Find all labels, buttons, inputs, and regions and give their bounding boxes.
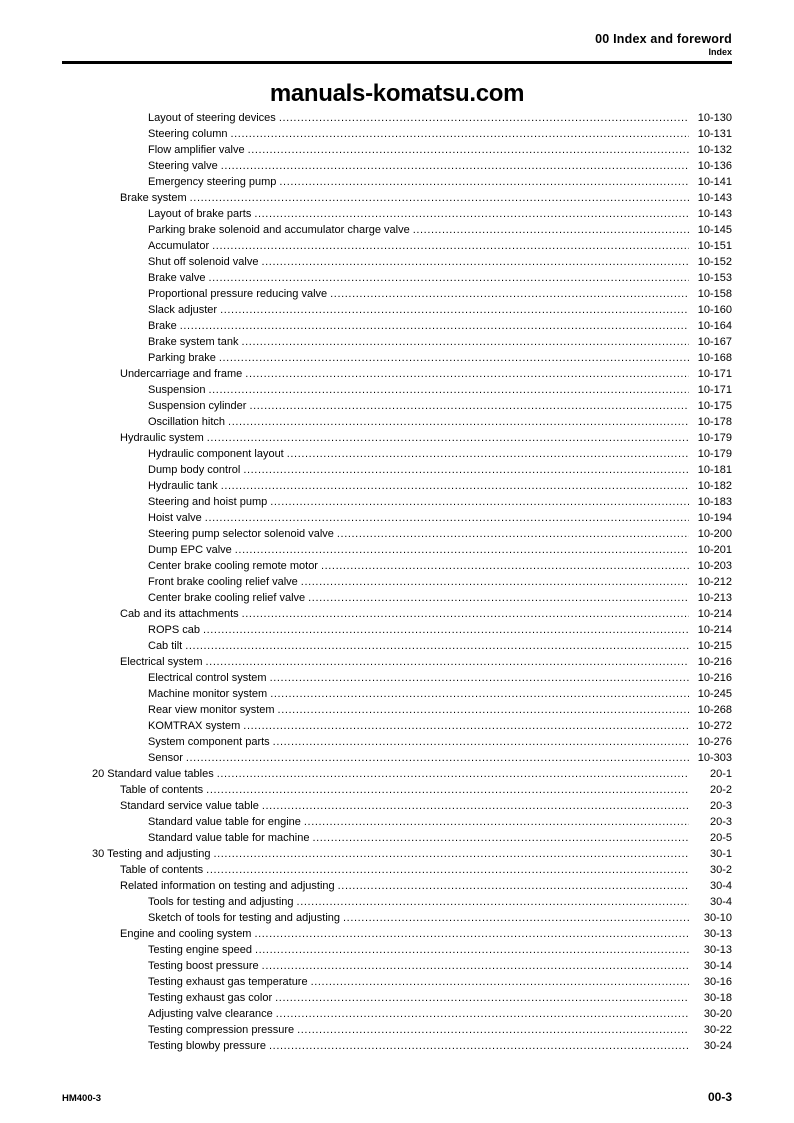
header-chapter-title: 00 Index and foreword (595, 32, 732, 46)
toc-entry-page: 20-2 (709, 784, 732, 796)
toc-entry[interactable] (62, 110, 732, 126)
toc-leader-dots (231, 129, 690, 142)
toc-entry-label: Adjusting valve clearance (148, 1008, 273, 1020)
toc-leader-dots (255, 945, 689, 958)
toc-entry-page: 30-18 (703, 992, 732, 1004)
toc-entry[interactable] (62, 990, 732, 1006)
toc-leader-dots (311, 977, 689, 990)
header-divider-rule (62, 61, 732, 64)
toc-leader-dots (221, 481, 689, 494)
toc-entry-label: Electrical system (120, 656, 203, 668)
toc-entry[interactable] (62, 590, 732, 606)
toc-leader-dots (273, 737, 689, 750)
toc-leader-dots (269, 1041, 689, 1054)
toc-leader-dots (245, 369, 689, 382)
toc-leader-dots (413, 225, 689, 238)
toc-entry-label: Shut off solenoid valve (148, 256, 259, 268)
toc-leader-dots (301, 577, 689, 590)
toc-entry-label: Table of contents (120, 784, 204, 796)
toc-entry[interactable] (62, 286, 732, 302)
toc-entry[interactable] (62, 142, 732, 158)
toc-leader-dots (338, 881, 689, 894)
toc-entry[interactable] (62, 686, 732, 702)
footer-model-number: HM400-3 (62, 1093, 102, 1104)
toc-entry-page: 10-171 (697, 368, 732, 380)
toc-entry[interactable] (62, 542, 732, 558)
toc-entry-label: Flow amplifier valve (148, 144, 245, 156)
toc-entry-page: 10-160 (697, 304, 732, 316)
toc-entry-label: Cab and its attachments (120, 608, 239, 620)
toc-entry[interactable] (62, 494, 732, 510)
toc-entry-page: 10-268 (697, 704, 732, 716)
toc-leader-dots (308, 593, 689, 606)
toc-entry-page: 10-214 (697, 624, 732, 636)
toc-entry-page: 10-171 (697, 384, 732, 396)
toc-leader-dots (254, 929, 689, 942)
toc-entry-label: 30 Testing and adjusting (92, 848, 211, 860)
toc-entry-page: 30-13 (703, 928, 732, 940)
toc-entry-label: Hoist valve (148, 512, 202, 524)
toc-entry[interactable] (62, 974, 732, 990)
toc-entry[interactable] (62, 174, 732, 190)
toc-entry-label: Testing boost pressure (148, 960, 259, 972)
toc-leader-dots (241, 337, 689, 350)
toc-entry-page: 10-181 (697, 464, 732, 476)
toc-entry-page: 10-183 (697, 496, 732, 508)
toc-entry-label: Testing blowby pressure (148, 1040, 267, 1052)
toc-entry-label: Steering and hoist pump (148, 496, 268, 508)
toc-entry[interactable] (62, 302, 732, 318)
toc-entry-label: Cab tilt (148, 640, 183, 652)
toc-entry-page: 30-13 (703, 944, 732, 956)
site-watermark: manuals-komatsu.com (269, 80, 525, 107)
toc-entry[interactable] (62, 462, 732, 478)
toc-leader-dots (209, 385, 690, 398)
toc-entry[interactable] (62, 718, 732, 734)
toc-entry-page: 30-2 (709, 864, 732, 876)
toc-entry-label: Steering pump selector solenoid valve (148, 528, 334, 540)
toc-entry-label: Layout of steering devices (148, 112, 276, 124)
toc-entry-label: Layout of brake parts (148, 208, 252, 220)
toc-leader-dots (180, 321, 689, 334)
table-of-contents (62, 110, 732, 1054)
toc-entry-label: Electrical control system (148, 672, 267, 684)
toc-entry-label: Engine and cooling system (120, 928, 252, 940)
toc-entry[interactable] (62, 958, 732, 974)
toc-leader-dots (279, 177, 689, 190)
toc-leader-dots (304, 817, 689, 830)
toc-entry-page: 10-276 (697, 736, 732, 748)
toc-entry-label: Rear view monitor system (148, 704, 275, 716)
footer-page-number: 00-3 (707, 1090, 732, 1104)
toc-entry[interactable] (62, 638, 732, 654)
toc-entry[interactable] (62, 366, 732, 382)
toc-entry-page: 10-151 (697, 240, 732, 252)
toc-leader-dots (330, 289, 689, 302)
toc-leader-dots (297, 1025, 689, 1038)
toc-entry-page: 10-182 (697, 480, 732, 492)
toc-entry-page: 10-178 (697, 416, 732, 428)
toc-entry[interactable] (62, 1006, 732, 1022)
toc-entry-label: Parking brake solenoid and accumulator charge valve (148, 224, 410, 236)
toc-entry-page: 10-179 (697, 432, 732, 444)
toc-entry[interactable] (62, 670, 732, 686)
toc-entry[interactable] (62, 318, 732, 334)
toc-entry-label: Undercarriage and frame (120, 368, 243, 380)
toc-entry-label: Hydraulic component layout (148, 448, 284, 460)
toc-leader-dots (270, 689, 689, 702)
toc-entry-label: Accumulator (148, 240, 210, 252)
toc-entry[interactable] (62, 270, 732, 286)
toc-leader-dots (219, 353, 689, 366)
toc-entry-page: 30-24 (703, 1040, 732, 1052)
toc-entry[interactable] (62, 606, 732, 622)
toc-entry-label: Standard value table for engine (148, 816, 301, 828)
toc-entry-page: 30-4 (709, 896, 732, 908)
toc-entry-page: 10-179 (697, 448, 732, 460)
toc-entry-page: 30-20 (703, 1008, 732, 1020)
toc-leader-dots (213, 849, 689, 862)
toc-entry-label: Sketch of tools for testing and adjusting (148, 912, 341, 924)
toc-entry-page: 10-143 (697, 192, 732, 204)
toc-entry[interactable] (62, 510, 732, 526)
toc-entry-label: Brake system tank (148, 336, 239, 348)
toc-entry-page: 10-245 (697, 688, 732, 700)
toc-entry-label: Standard service value table (120, 800, 259, 812)
toc-entry[interactable] (62, 238, 732, 254)
toc-entry[interactable] (62, 814, 732, 830)
toc-entry-page: 30-4 (709, 880, 732, 892)
toc-entry-label: Slack adjuster (148, 304, 218, 316)
header-section-label: Index (708, 47, 732, 57)
toc-entry[interactable] (62, 830, 732, 846)
toc-entry-label: Parking brake (148, 352, 216, 364)
toc-entry-page: 10-164 (697, 320, 732, 332)
toc-leader-dots (228, 417, 689, 430)
toc-leader-dots (279, 113, 689, 126)
toc-entry-label: 20 Standard value tables (92, 768, 214, 780)
toc-entry-page: 10-201 (697, 544, 732, 556)
toc-entry-page: 20-3 (709, 816, 732, 828)
toc-leader-dots (254, 209, 689, 222)
toc-leader-dots (312, 833, 689, 846)
toc-entry[interactable] (62, 654, 732, 670)
toc-leader-dots (278, 705, 689, 718)
toc-entry[interactable] (62, 910, 732, 926)
toc-entry-page: 10-167 (697, 336, 732, 348)
toc-leader-dots (276, 1009, 689, 1022)
toc-entry-label: Brake system (120, 192, 187, 204)
toc-leader-dots (217, 769, 689, 782)
toc-leader-dots (235, 545, 689, 558)
toc-entry-label: Suspension cylinder (148, 400, 247, 412)
toc-entry-page: 10-175 (697, 400, 732, 412)
toc-leader-dots (262, 961, 689, 974)
toc-leader-dots (243, 721, 689, 734)
toc-entry-label: Brake valve (148, 272, 206, 284)
toc-entry[interactable] (62, 350, 732, 366)
toc-leader-dots (221, 161, 689, 174)
toc-entry[interactable] (62, 222, 732, 238)
toc-entry-label: Table of contents (120, 864, 204, 876)
toc-entry[interactable] (62, 702, 732, 718)
toc-entry-label: Proportional pressure reducing valve (148, 288, 328, 300)
toc-leader-dots (248, 145, 689, 158)
toc-leader-dots (270, 497, 689, 510)
toc-leader-dots (185, 641, 689, 654)
toc-entry-label: KOMTRAX system (148, 720, 241, 732)
toc-leader-dots (206, 865, 689, 878)
toc-entry-label: Emergency steering pump (148, 176, 277, 188)
toc-entry-page: 10-152 (697, 256, 732, 268)
page-footer (62, 1090, 732, 1104)
toc-entry[interactable] (62, 558, 732, 574)
toc-entry-label: Standard value table for machine (148, 832, 310, 844)
toc-entry-label: System component parts (148, 736, 270, 748)
toc-entry-page: 30-14 (703, 960, 732, 972)
toc-entry-label: Center brake cooling relief valve (148, 592, 306, 604)
toc-leader-dots (297, 897, 689, 910)
toc-entry-label: Dump EPC valve (148, 544, 232, 556)
toc-leader-dots (208, 273, 689, 286)
toc-entry[interactable] (62, 414, 732, 430)
toc-entry-label: Steering column (148, 128, 228, 140)
toc-leader-dots (205, 513, 689, 526)
toc-entry-page: 10-272 (697, 720, 732, 732)
toc-entry[interactable] (62, 254, 732, 270)
toc-entry[interactable] (62, 206, 732, 222)
toc-entry-page: 10-131 (697, 128, 732, 140)
toc-entry[interactable] (62, 750, 732, 766)
toc-entry-label: Steering valve (148, 160, 218, 172)
toc-entry[interactable] (62, 622, 732, 638)
toc-entry[interactable] (62, 126, 732, 142)
toc-entry-page: 10-143 (697, 208, 732, 220)
toc-entry[interactable] (62, 942, 732, 958)
toc-leader-dots (207, 433, 689, 446)
toc-leader-dots (212, 241, 689, 254)
toc-leader-dots (242, 609, 689, 622)
toc-entry[interactable] (62, 798, 732, 814)
toc-leader-dots (190, 193, 689, 206)
toc-entry-label: Related information on testing and adjusting (120, 880, 335, 892)
toc-entry-page: 10-213 (697, 592, 732, 604)
toc-entry-label: Sensor (148, 752, 183, 764)
toc-leader-dots (343, 913, 689, 926)
toc-leader-dots (220, 305, 689, 318)
toc-entry-page: 30-1 (709, 848, 732, 860)
toc-entry-label: Testing compression pressure (148, 1024, 295, 1036)
toc-entry-page: 20-3 (709, 800, 732, 812)
toc-entry-label: Oscillation hitch (148, 416, 226, 428)
toc-entry[interactable] (62, 382, 732, 398)
toc-entry-page: 10-168 (697, 352, 732, 364)
toc-entry-label: Dump body control (148, 464, 241, 476)
toc-entry[interactable] (62, 734, 732, 750)
toc-leader-dots (203, 625, 689, 638)
toc-entry-page: 30-10 (703, 912, 732, 924)
toc-entry[interactable] (62, 478, 732, 494)
toc-entry[interactable] (62, 862, 732, 878)
toc-entry[interactable] (62, 1022, 732, 1038)
toc-entry[interactable] (62, 926, 732, 942)
toc-entry[interactable] (62, 894, 732, 910)
toc-entry-page: 10-203 (697, 560, 732, 572)
toc-entry-label: Testing engine speed (148, 944, 252, 956)
toc-entry-page: 20-5 (709, 832, 732, 844)
toc-entry[interactable] (62, 878, 732, 894)
toc-entry[interactable] (62, 430, 732, 446)
toc-entry-label: Tools for testing and adjusting (148, 896, 294, 908)
toc-entry-label: Brake (148, 320, 177, 332)
toc-entry-page: 10-303 (697, 752, 732, 764)
toc-entry-page: 10-136 (697, 160, 732, 172)
toc-leader-dots (275, 993, 689, 1006)
toc-entry-page: 10-194 (697, 512, 732, 524)
toc-entry-page: 10-153 (697, 272, 732, 284)
toc-leader-dots (186, 753, 689, 766)
toc-entry-label: Hydraulic tank (148, 480, 218, 492)
toc-entry-page: 10-212 (697, 576, 732, 588)
toc-entry-page: 10-216 (697, 672, 732, 684)
toc-entry-page: 10-158 (697, 288, 732, 300)
toc-entry-page: 10-216 (697, 656, 732, 668)
toc-entry[interactable] (62, 846, 732, 862)
toc-entry-label: Testing exhaust gas color (148, 992, 273, 1004)
toc-leader-dots (243, 465, 689, 478)
toc-entry[interactable] (62, 1038, 732, 1054)
toc-entry[interactable] (62, 190, 732, 206)
toc-entry-label: Testing exhaust gas temperature (148, 976, 308, 988)
toc-leader-dots (206, 785, 689, 798)
toc-entry-page: 20-1 (709, 768, 732, 780)
toc-entry-label: Machine monitor system (148, 688, 268, 700)
toc-entry-label: Front brake cooling relief valve (148, 576, 298, 588)
toc-entry-page: 30-22 (703, 1024, 732, 1036)
toc-entry[interactable] (62, 334, 732, 350)
toc-leader-dots (206, 657, 689, 670)
toc-entry-page: 10-141 (697, 176, 732, 188)
toc-entry-page: 30-16 (703, 976, 732, 988)
toc-leader-dots (337, 529, 689, 542)
toc-entry-label: Hydraulic system (120, 432, 204, 444)
toc-leader-dots (261, 257, 689, 270)
toc-entry-label: Suspension (148, 384, 206, 396)
toc-leader-dots (270, 673, 689, 686)
toc-entry-label: Center brake cooling remote motor (148, 560, 318, 572)
toc-entry-label: ROPS cab (148, 624, 200, 636)
page-header (62, 32, 732, 64)
toc-entry-page: 10-145 (697, 224, 732, 236)
toc-entry[interactable] (62, 446, 732, 462)
toc-entry-page: 10-214 (697, 608, 732, 620)
toc-leader-dots (287, 449, 689, 462)
toc-leader-dots (262, 801, 689, 814)
toc-entry[interactable] (62, 158, 732, 174)
toc-entry[interactable] (62, 526, 732, 542)
toc-entry-page: 10-132 (697, 144, 732, 156)
toc-entry[interactable] (62, 766, 732, 782)
toc-entry[interactable] (62, 574, 732, 590)
toc-entry[interactable] (62, 398, 732, 414)
toc-entry[interactable] (62, 782, 732, 798)
toc-leader-dots (249, 401, 689, 414)
toc-leader-dots (321, 561, 689, 574)
toc-entry-page: 10-130 (697, 112, 732, 124)
toc-entry-page: 10-200 (697, 528, 732, 540)
toc-entry-page: 10-215 (697, 640, 732, 652)
